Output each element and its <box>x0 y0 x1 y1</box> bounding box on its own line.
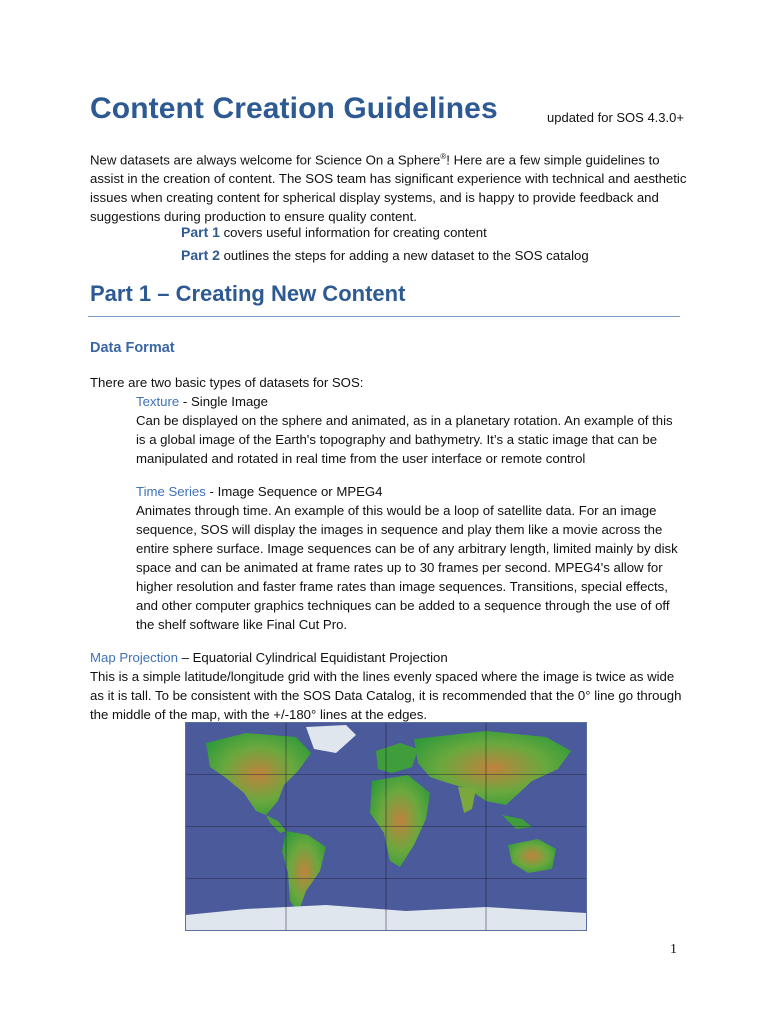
timeseries-suffix: - Image Sequence or MPEG4 <box>205 484 383 499</box>
part-2-link[interactable]: Part 2 <box>181 247 220 263</box>
intro-text-rest: ! Here are a few simple guidelines to assist in the creation of content. The SOS team has significant experience with technical and aesthetic issues when creating content for spherical display systems, and is happy to provide feedback and suggestions during production to ensure quality content. <box>90 152 687 225</box>
registered-mark: ® <box>440 152 447 161</box>
world-map-graphic <box>186 723 586 930</box>
texture-suffix: - Single Image <box>179 394 268 409</box>
part-1-line <box>181 224 487 240</box>
timeseries-title <box>136 482 681 501</box>
subsection-heading: Data Format <box>90 340 175 356</box>
part-1-desc: covers useful information for creating content <box>219 225 487 240</box>
heading-rule <box>88 316 680 317</box>
projection-title <box>90 648 685 667</box>
page-title: Content Creation Guidelines <box>90 92 498 125</box>
lead-text: There are two basic types of datasets for SOS: <box>90 375 364 390</box>
part-1-link[interactable]: Part 1 <box>181 224 220 240</box>
part-2-line <box>181 247 589 263</box>
section-heading: Part 1 – Creating New Content <box>90 281 406 306</box>
page-number: 1 <box>670 942 677 957</box>
projection-body: This is a simple latitude/longitude grid with the lines evenly spaced where the image is twice as wide as it is tall. To be consistent with the SOS Data Catalog, it is recommended that the 0° line go through the middle of the map, with the +/-180° lines at the edges. <box>90 669 682 722</box>
part-2-desc: outlines the steps for adding a new dataset to the SOS catalog <box>219 248 589 263</box>
timeseries-term: Time Series <box>136 484 206 499</box>
texture-block <box>136 392 681 468</box>
title-row <box>90 92 690 136</box>
texture-body: Can be displayed on the sphere and animated, as in a planetary rotation. An example of this is a global image of the Earth's topography and bathymetry. It’s a static image that can be manipulated and rotated in real time from the user interface or remote control <box>136 413 673 466</box>
texture-term: Texture <box>136 394 180 409</box>
intro-paragraph <box>90 147 690 226</box>
projection-term: Map Projection <box>90 650 178 665</box>
timeseries-body: Animates through time. An example of this would be a loop of satellite data. For an image sequence, SOS will display the images in sequence and play them like a movie across the entire sphere surface. Image sequences can be of any arbitrary length, limited mainly by disk space and can be animated at frame rates up to 30 frames per second. MPEG4's allow for higher resolution and faster frame rates than image sequences. Transitions, special effects, and other computer graphics techniques can be added to a sequence through the use of off the shelf software like Final Cut Pro. <box>136 503 678 632</box>
projection-suffix: – Equatorial Cylindrical Equidistant Projection <box>177 650 448 665</box>
projection-block <box>90 648 685 724</box>
texture-title <box>136 392 681 411</box>
version-note: updated for SOS 4.3.0+ <box>547 110 684 125</box>
timeseries-block <box>136 482 681 634</box>
world-map-image <box>185 722 587 931</box>
intro-text-start: New datasets are always welcome for Science On a Sphere <box>90 152 441 168</box>
